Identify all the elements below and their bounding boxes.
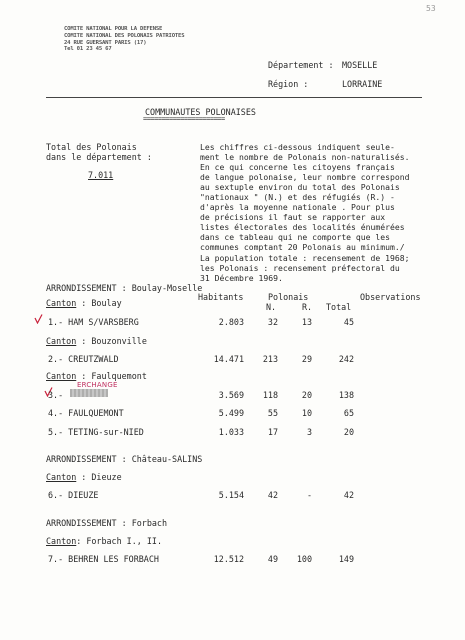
arrondissement-heading: ARRONDISSEMENT : Château-SALINS [46,454,203,464]
handwritten-correction: ERCHANGE [77,381,118,389]
note-line: ment le nombre de Polonais non-naturalisés. [200,152,410,163]
arrondissement-heading: ARRONDISSEMENT : Boulay-Moselle [46,283,203,293]
table-cell-r: 20 [301,390,312,400]
canton-label: Canton [46,336,77,346]
note-line: d'après la moyenne nationale . Pour plus [200,202,395,213]
column-header-total: Total [326,302,352,312]
table-cell-total: 45 [343,317,354,327]
table-cell-total: 138 [338,390,354,400]
stamp-line: Tel 01 23 45 67 [64,46,112,53]
table-cell-habitants: 3.569 [218,390,244,400]
table-cell-total: 149 [338,554,354,564]
table-cell-total: 242 [338,354,354,364]
title-underline: ====================== [143,115,225,123]
table-cell-n: 118 [262,390,278,400]
table-cell-n: 55 [267,408,278,418]
stamp-line: COMITE NATIONAL DES POLONAIS PATRIOTES [64,32,185,39]
column-header-n: N. [266,302,277,312]
total-label-line2: dans le département : [46,152,152,162]
region-label: Région : [268,79,309,89]
page-title: COMMUNAUTES POLONAISES [145,107,256,117]
note-line: au sextuple environ du total des Polonais [200,182,400,193]
total-value: 7.011 [88,170,114,180]
table-row-label: 6.- DIEUZE [48,490,99,500]
page-number: 53 [426,4,436,13]
note-line: 31 Décembre 1969. [200,272,283,283]
table-cell-r: 10 [301,408,312,418]
table-cell-total: 42 [343,490,354,500]
stamp-line: COMITE NATIONAL POUR LA DEFENSE [64,26,163,32]
arrondissement-heading: ARRONDISSEMENT : Forbach [46,518,168,528]
table-cell-n: 213 [262,354,278,364]
table-cell-r: 3 [306,427,312,437]
note-line: En ce qui concerne les citoyens français [200,162,395,173]
canton-name: : Bouzonville [76,336,147,346]
table-row-label: 5.- TETING-sur-NIED [48,427,144,437]
canton-label: Canton [46,472,77,482]
table-row-label: 2.- CREUTZWALD [48,354,119,364]
table-cell-r: 100 [296,554,312,564]
table-row-label: 4.- FAULQUEMONT [48,408,124,418]
column-header-polonais: Polonais [268,292,309,302]
table-cell-habitants: 12.512 [213,554,244,564]
note-line: les Polonais : recensement préfectoral du [200,262,400,273]
canton-name: : Faulquemont [76,371,147,381]
struck-out-name [70,389,108,397]
department-value: MOSELLE [342,60,378,70]
note-line: communes comptant 20 Polonais au minimum./ [200,242,405,253]
organization-stamp [64,26,186,64]
note-line: La population totale : recensement de 1968; [200,252,410,263]
table-cell-n: 49 [267,554,278,564]
table-row-label: 3.- [48,390,64,400]
column-header-observations: Observations [360,292,421,302]
department-label: Département : [268,60,334,70]
table-row-label: 7.- BEHREN LES FORBACH [48,554,159,564]
note-line: "nationaux " (N.) et des réfugiés (R.) - [200,192,395,203]
table-cell-habitants: 1.033 [218,427,244,437]
canton-name: : Forbach I., II. [76,536,162,546]
stamp-line: 24 RUE GUERSANT PARIS (17) [64,39,147,46]
table-cell-total: 65 [343,408,354,418]
red-check-mark-icon [34,314,43,324]
table-cell-habitants: 5.499 [218,408,244,418]
table-cell-habitants: 14.471 [213,354,244,364]
canton-label: Canton [46,298,77,308]
canton-name: : Boulay [76,298,122,308]
explanatory-note [200,142,440,283]
note-line: de précisions il faut se rapporter aux [200,212,386,223]
table-cell-r: 29 [301,354,312,364]
canton-name: : Dieuze [76,472,122,482]
table-row-label: 1.- HAM S/VARSBERG [48,317,139,327]
column-header-r: R. [302,302,313,312]
note-line: listes électorales des localités énumérées [200,222,405,233]
canton-label: Canton [46,371,77,381]
table-cell-r: 13 [301,317,312,327]
canton-label: Canton [46,536,77,546]
region-value: LORRAINE [342,79,383,89]
table-cell-total: 20 [343,427,354,437]
table-cell-habitants: 2.803 [218,317,244,327]
column-header-habitants: Habitants [198,292,244,302]
header-rule [46,97,422,98]
note-line: de langue polonaise, leur nombre correspond [200,172,410,183]
table-cell-n: 17 [267,427,278,437]
total-label-line1: Total des Polonais [46,142,137,152]
note-line: Les chiffres ci-dessous indiquent seule- [200,142,395,152]
table-cell-r: - [306,490,312,500]
table-cell-habitants: 5.154 [218,490,244,500]
note-line: dans ce tableau qui ne comporte que les [200,232,391,243]
table-cell-n: 42 [267,490,278,500]
table-cell-n: 32 [267,317,278,327]
